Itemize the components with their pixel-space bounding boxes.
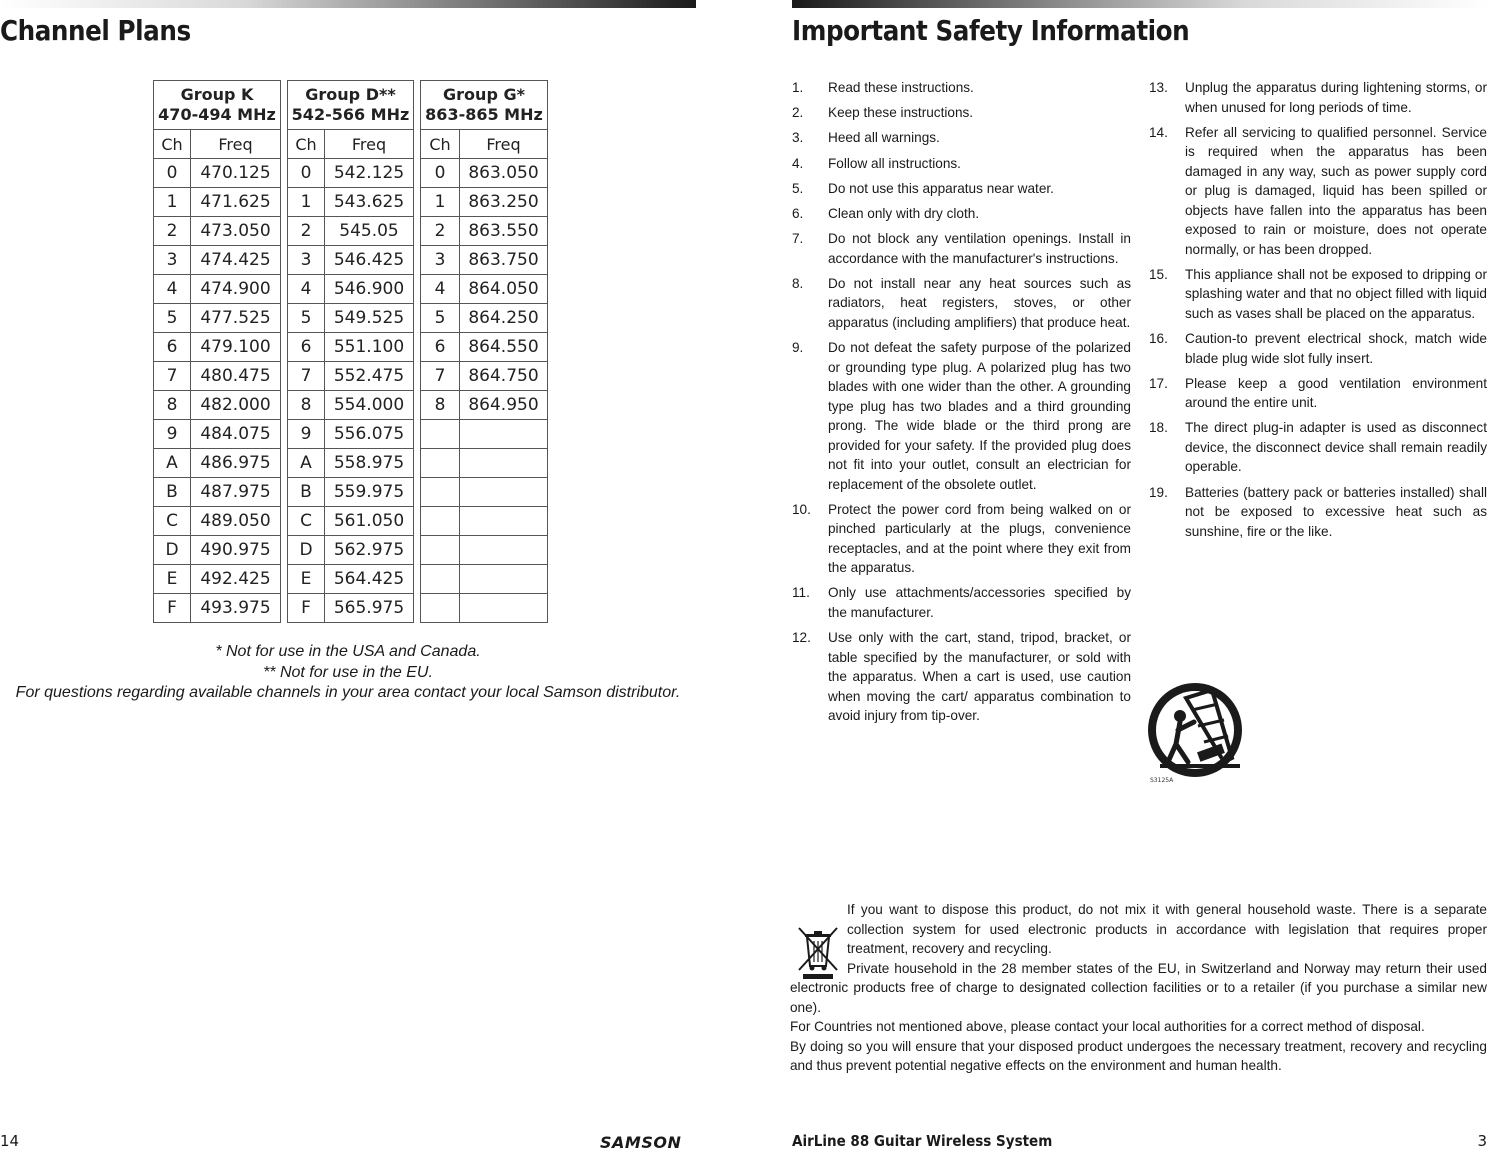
- disposal-paragraph: If you want to dispose this product, do not mix it with general household waste. There is a separate collection system for used electronic products in accordance with legislation that requires proper treatment, recovery and recycling.: [847, 902, 1487, 956]
- frequency-cell: 490.975: [191, 536, 281, 565]
- frequency-cell: 864.550: [460, 333, 548, 362]
- right-page: [790, 0, 1489, 1153]
- item-number: 2.: [792, 105, 804, 121]
- frequency-cell: 484.075: [191, 420, 281, 449]
- frequency-cell: 864.050: [460, 275, 548, 304]
- channel-cell: D: [288, 536, 325, 565]
- channel-cell: 7: [288, 362, 325, 391]
- channel-cell: 8: [421, 391, 460, 420]
- frequency-cell: 473.050: [191, 217, 281, 246]
- safety-item: [792, 583, 1131, 622]
- frequency-cell: 554.000: [325, 391, 414, 420]
- channel-cell: 2: [288, 217, 325, 246]
- channel-cell: 9: [288, 420, 325, 449]
- page-title: Channel Plans: [0, 14, 191, 47]
- frequency-cell: 489.050: [191, 507, 281, 536]
- channel-cell: 5: [288, 304, 325, 333]
- item-text: Use only with the cart, stand, tripod, bracket, or table specified by the manufacturer, or sold with the apparatus. When a cart is used, use caution when moving the cart/ apparatus combination to avoid injury from tip-over.: [828, 630, 1131, 724]
- safety-item: [792, 229, 1131, 268]
- frequency-cell: [460, 594, 548, 623]
- item-number: 13.: [1149, 80, 1168, 95]
- channel-cell: 3: [288, 246, 325, 275]
- item-number: 15.: [1149, 266, 1168, 282]
- frequency-cell: 479.100: [191, 333, 281, 362]
- frequency-cell: [460, 565, 548, 594]
- group-name: Group D**: [305, 85, 396, 104]
- table-row: [154, 391, 548, 420]
- frequency-cell: [460, 536, 548, 565]
- frequency-cell: 561.050: [325, 507, 414, 536]
- table-footnotes: [0, 642, 696, 704]
- channel-cell: 6: [288, 333, 325, 362]
- item-text: Unplug the apparatus during lightening storms, or when unused for long periods of time.: [1185, 80, 1487, 115]
- frequency-cell: [460, 478, 548, 507]
- channel-cell: 1: [421, 188, 460, 217]
- column-header: Freq: [191, 130, 281, 159]
- channel-cell: 8: [154, 391, 191, 420]
- item-text: Keep these instructions.: [828, 105, 974, 121]
- frequency-cell: 546.425: [325, 246, 414, 275]
- samson-logo: SAMSON: [600, 1133, 682, 1152]
- frequency-cell: 470.125: [191, 159, 281, 188]
- frequency-cell: 487.975: [191, 478, 281, 507]
- item-text: Read these instructions.: [828, 80, 974, 95]
- frequency-cell: 556.075: [325, 420, 414, 449]
- channel-cell: E: [288, 565, 325, 594]
- item-text: Please keep a good ventilation environment around the entire unit.: [1185, 375, 1487, 411]
- table-row: [154, 304, 548, 333]
- channel-cell: 0: [421, 159, 460, 188]
- channel-plan-table: [153, 80, 548, 623]
- channel-cell: [421, 565, 460, 594]
- frequency-cell: 552.475: [325, 362, 414, 391]
- channel-cell: 4: [421, 275, 460, 304]
- safety-item: [792, 338, 1131, 494]
- item-number: 10.: [792, 501, 811, 517]
- group-k-header: [154, 81, 281, 130]
- safety-item: [1149, 374, 1487, 413]
- item-number: 3.: [792, 130, 804, 146]
- frequency-cell: 863.050: [460, 159, 548, 188]
- frequency-cell: 558.975: [325, 449, 414, 478]
- header-bar: [792, 0, 1489, 8]
- cart-warning-icon: [1140, 678, 1250, 788]
- page-number: 3: [1477, 1132, 1487, 1150]
- item-number: 5.: [792, 180, 804, 196]
- frequency-cell: 545.05: [325, 217, 414, 246]
- item-number: 16.: [1149, 331, 1168, 347]
- channel-cell: [421, 420, 460, 449]
- left-page: [0, 0, 700, 1153]
- frequency-cell: 562.975: [325, 536, 414, 565]
- frequency-cell: 492.425: [191, 565, 281, 594]
- table-row: [154, 594, 548, 623]
- safety-item: [792, 274, 1131, 333]
- item-text: Batteries (battery pack or batteries installed) shall not be exposed to excessive heat such as sunshine, fire or the like.: [1185, 484, 1487, 539]
- item-text: This appliance shall not be exposed to dripping or splashing water and that no object filled with liquid such as vases shall be placed on the apparatus.: [1185, 266, 1487, 321]
- disposal-notice: [790, 900, 1487, 1076]
- item-text: Follow all instructions.: [828, 155, 961, 171]
- table-row: [154, 246, 548, 275]
- disposal-paragraph: Private household in the 28 member states of the EU, in Switzerland and Norway may return their used electronic products free of charge to designated collection facilities or to a retailer (if you purchase a similar new one).: [790, 960, 1487, 1015]
- table-row: [154, 536, 548, 565]
- channel-cell: 3: [154, 246, 191, 275]
- footnote: For questions regarding available channels in your area contact your local Samson distributor.: [15, 684, 681, 701]
- footnote: ** Not for use in the EU.: [263, 663, 433, 681]
- safety-item: [792, 103, 1131, 123]
- frequency-cell: 559.975: [325, 478, 414, 507]
- frequency-cell: 864.750: [460, 362, 548, 391]
- item-number: 1.: [792, 80, 804, 95]
- safety-item: [792, 179, 1131, 199]
- item-number: 18.: [1149, 420, 1168, 436]
- disposal-paragraph: For Countries not mentioned above, please contact your local authorities for a correct method of disposal.: [790, 1019, 1425, 1034]
- item-number: 7.: [792, 231, 804, 247]
- channel-cell: [421, 449, 460, 478]
- frequency-cell: 471.625: [191, 188, 281, 217]
- group-range: 542-566 MHz: [291, 105, 410, 124]
- table-row: [154, 565, 548, 594]
- item-number: 17.: [1149, 375, 1168, 391]
- table-row: [154, 478, 548, 507]
- safety-item: [1149, 123, 1487, 260]
- item-text: Do not defeat the safety purpose of the polarized or grounding type plug. A polarized plug has two blades with one wider than the other. A grounding type plug has two blades and a third grounding prong. The wide blade or the third prong are provided for your safety. If the provided plug does not fit into your outlet, consult an electrician for replacement of the obsolete outlet.: [828, 340, 1131, 492]
- group-name: Group G*: [443, 85, 525, 104]
- disposal-paragraph: By doing so you will ensure that your disposed product undergoes the necessary treatment, recovery and recycling and thus prevent potential negative effects on the environment and human health.: [790, 1038, 1487, 1073]
- table-row: [154, 362, 548, 391]
- safety-item: [1149, 329, 1487, 368]
- channel-cell: 6: [154, 333, 191, 362]
- frequency-cell: 493.975: [191, 594, 281, 623]
- item-number: 6.: [792, 205, 804, 221]
- channel-cell: 4: [154, 275, 191, 304]
- header-bar: [0, 0, 696, 8]
- channel-cell: 7: [421, 362, 460, 391]
- channel-cell: F: [288, 594, 325, 623]
- table-row: [154, 188, 548, 217]
- channel-cell: 9: [154, 420, 191, 449]
- footnote: * Not for use in the USA and Canada.: [215, 643, 481, 660]
- channel-cell: 2: [154, 217, 191, 246]
- item-text: Do not block any ventilation openings. Install in accordance with the manufacturer's instructions.: [828, 231, 1131, 266]
- column-header: Freq: [460, 130, 548, 159]
- item-text: Refer all servicing to qualified personnel. Service is required when the apparatus has been damaged in any way, such as power supply cord or plug is damaged, liquid has been spilled or objects have fallen into the apparatus has been exposed to rain or moisture, does not operate normally, or has been dropped.: [1185, 124, 1487, 257]
- page-title: Important Safety Information: [792, 14, 1190, 47]
- channel-cell: A: [288, 449, 325, 478]
- frequency-cell: 542.125: [325, 159, 414, 188]
- safety-item: [1149, 483, 1487, 542]
- channel-cell: [421, 478, 460, 507]
- group-d-header: [288, 81, 414, 130]
- cart-symbol-caption: S3125A: [1150, 777, 1174, 784]
- channel-cell: 1: [288, 188, 325, 217]
- safety-item: [1149, 78, 1487, 117]
- item-number: 8.: [792, 275, 804, 291]
- frequency-cell: 474.425: [191, 246, 281, 275]
- item-text: Protect the power cord from being walked on or pinched particularly at the plugs, convenience receptacles, and at the point where they exit from the apparatus.: [828, 501, 1131, 576]
- frequency-cell: 477.525: [191, 304, 281, 333]
- safety-item: [792, 628, 1131, 726]
- item-text: Caution-to prevent electrical shock, match wide blade plug wide slot fully insert.: [1185, 331, 1487, 366]
- item-number: 11.: [792, 585, 810, 601]
- channel-cell: 0: [288, 159, 325, 188]
- item-text: The direct plug-in adapter is used as disconnect device, the disconnect device shall remain readily operable.: [1185, 420, 1487, 475]
- group-name: Group K: [180, 85, 254, 104]
- item-text: Only use attachments/accessories specified by the manufacturer.: [828, 585, 1131, 620]
- frequency-cell: 551.100: [325, 333, 414, 362]
- frequency-cell: [460, 507, 548, 536]
- table-row: [154, 333, 548, 362]
- channel-cell: C: [288, 507, 325, 536]
- frequency-cell: 863.550: [460, 217, 548, 246]
- channel-cell: 8: [288, 391, 325, 420]
- item-text: Heed all warnings.: [828, 130, 940, 146]
- frequency-cell: 480.475: [191, 362, 281, 391]
- channel-cell: 2: [421, 217, 460, 246]
- frequency-cell: 486.975: [191, 449, 281, 478]
- channel-cell: 3: [421, 246, 460, 275]
- frequency-cell: 564.425: [325, 565, 414, 594]
- group-range: 470-494 MHz: [158, 105, 276, 124]
- frequency-cell: 863.250: [460, 188, 548, 217]
- frequency-cell: 474.900: [191, 275, 281, 304]
- safety-item: [792, 500, 1131, 578]
- frequency-cell: [460, 449, 548, 478]
- group-g-header: [421, 81, 548, 130]
- channel-cell: F: [154, 594, 191, 623]
- column-header: Freq: [325, 130, 414, 159]
- frequency-cell: 546.900: [325, 275, 414, 304]
- frequency-cell: 543.625: [325, 188, 414, 217]
- table-row: [154, 449, 548, 478]
- group-range: 863-865 MHz: [425, 105, 543, 124]
- item-number: 12.: [792, 630, 811, 646]
- item-number: 9.: [792, 340, 804, 355]
- frequency-cell: 863.750: [460, 246, 548, 275]
- safety-item: [792, 128, 1131, 148]
- safety-item: [792, 154, 1131, 174]
- frequency-cell: 864.950: [460, 391, 548, 420]
- frequency-cell: 565.975: [325, 594, 414, 623]
- channel-cell: 0: [154, 159, 191, 188]
- safety-item: [1149, 418, 1487, 477]
- table-row: [154, 507, 548, 536]
- frequency-cell: 549.525: [325, 304, 414, 333]
- channel-cell: [421, 507, 460, 536]
- safety-item: [792, 78, 1131, 98]
- column-header: Ch: [421, 130, 460, 159]
- channel-cell: [421, 536, 460, 565]
- column-header: Ch: [288, 130, 325, 159]
- channel-cell: 4: [288, 275, 325, 304]
- channel-cell: A: [154, 449, 191, 478]
- channel-cell: B: [288, 478, 325, 507]
- channel-cell: D: [154, 536, 191, 565]
- item-number: 14.: [1149, 124, 1168, 140]
- table-row: [154, 217, 548, 246]
- item-number: 4.: [792, 155, 804, 171]
- channel-cell: 6: [421, 333, 460, 362]
- item-number: 19.: [1149, 484, 1168, 500]
- channel-cell: B: [154, 478, 191, 507]
- column-header: Ch: [154, 130, 191, 159]
- product-name: AirLine 88 Guitar Wireless System: [792, 1132, 1053, 1150]
- frequency-cell: 864.250: [460, 304, 548, 333]
- channel-cell: 7: [154, 362, 191, 391]
- item-text: Clean only with dry cloth.: [828, 205, 980, 221]
- safety-list-column-1: [792, 78, 1131, 731]
- channel-cell: 5: [154, 304, 191, 333]
- channel-cell: C: [154, 507, 191, 536]
- frequency-cell: [460, 420, 548, 449]
- channel-cell: E: [154, 565, 191, 594]
- item-text: Do not use this apparatus near water.: [828, 180, 1054, 196]
- safety-item: [792, 204, 1131, 224]
- page-number: 14: [0, 1132, 20, 1150]
- safety-item: [1149, 265, 1487, 324]
- channel-cell: [421, 594, 460, 623]
- table-row: [154, 420, 548, 449]
- channel-cell: 5: [421, 304, 460, 333]
- table-row: [154, 159, 548, 188]
- item-text: Do not install near any heat sources such as radiators, heat registers, stoves, or other apparatus (including amplifiers) that produce heat.: [828, 275, 1131, 330]
- channel-cell: 1: [154, 188, 191, 217]
- safety-list-column-2: [1149, 78, 1487, 547]
- table-row: [154, 275, 548, 304]
- frequency-cell: 482.000: [191, 391, 281, 420]
